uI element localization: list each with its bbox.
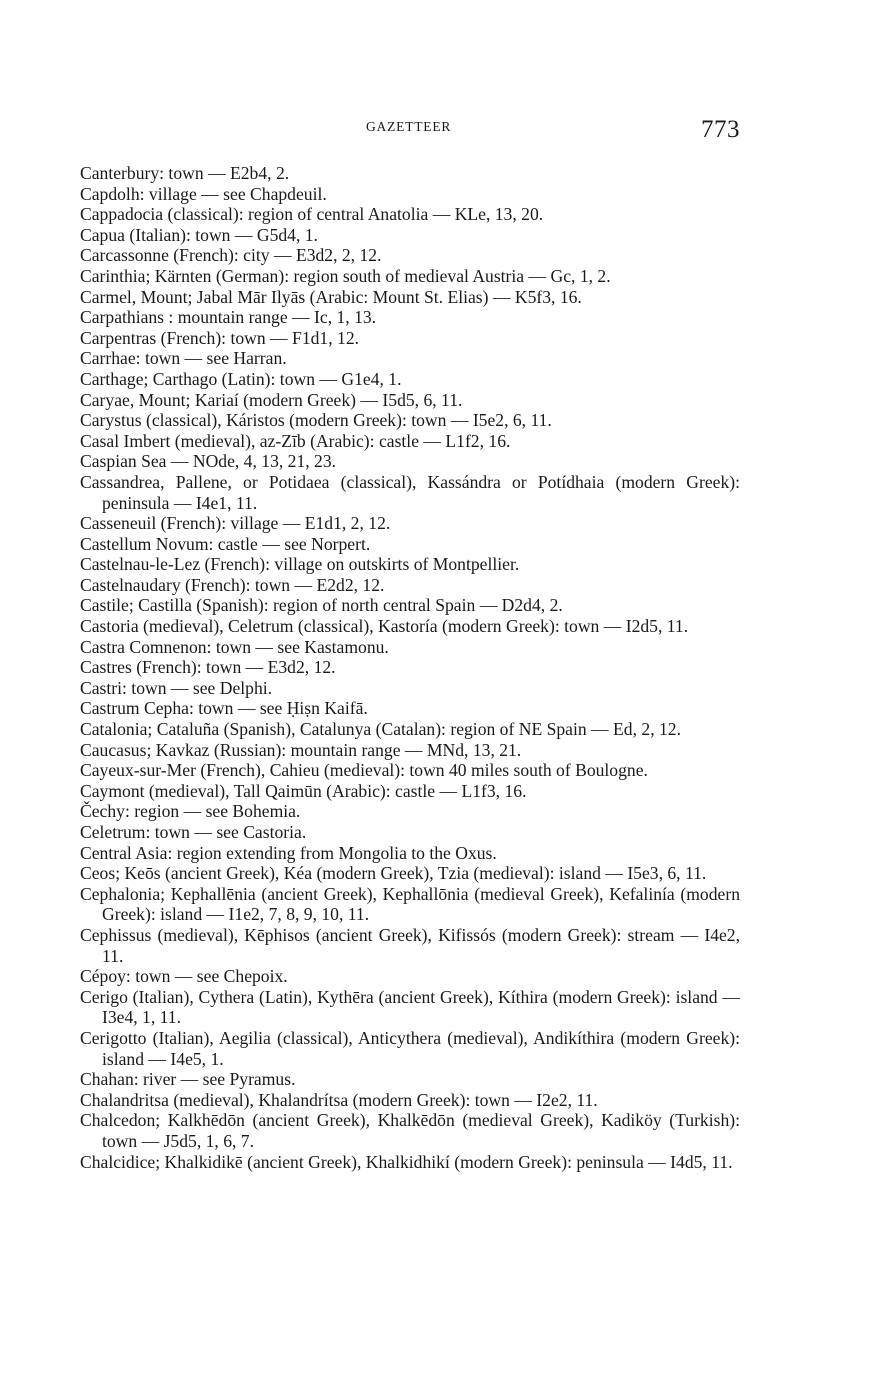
gazetteer-entry: Capua (Italian): town — G5d4, 1. xyxy=(80,224,318,245)
gazetteer-entry: Capdolh: village — see Chapdeuil. xyxy=(80,183,327,204)
gazetteer-entry: Cephissus (medieval), Kēphisos (ancient Greek), Kifissós (modern Greek): stream — I4e2, 11. xyxy=(80,924,740,966)
gazetteer-entry: Chalcedon; Kalkhēdōn (ancient Greek), Khalkēdōn (medieval Greek), Kadiköy (Turkish): town — J5d5, 1, 6, 7. xyxy=(80,1110,740,1151)
gazetteer-entry: Carinthia; Kärnten (German): region south of medieval Austria — Gc, 1, 2. xyxy=(80,265,611,286)
gazetteer-entry: Carmel, Mount; Jabal Mār Ilyās (Arabic: Mount St. Elias) — K5f3, 16. xyxy=(80,286,582,307)
gazetteer-entry: Castri: town — see Delphi. xyxy=(80,677,273,698)
gazetteer-entry: Cayeux-sur-Mer (French), Cahieu (medieval): town 40 miles south of Boulogne. xyxy=(80,760,648,781)
gazetteer-entry: Castelnaudary (French): town — E2d2, 12. xyxy=(80,574,385,595)
running-title: GAZETTEER xyxy=(366,119,452,134)
gazetteer-entry: Celetrum: town — see Castoria. xyxy=(80,822,307,842)
gazetteer-entry: Chalandritsa (medieval), Khalandrítsa (modern Greek): town — I2e2, 11. xyxy=(80,1089,598,1110)
running-head xyxy=(0,118,872,142)
gazetteer-entry-list xyxy=(80,163,740,1172)
gazetteer-entry: Castres (French): town — E3d2, 12. xyxy=(80,657,336,678)
gazetteer-entry: Canterbury: town — E2b4, 2. xyxy=(80,163,290,183)
gazetteer-entry: Cerigotto (Italian), Aegilia (classical), Anticythera (medieval), Andikíthira (modern Greek): island — I4e5, 1. xyxy=(80,1027,740,1069)
gazetteer-entry: Chahan: river — see Pyramus. xyxy=(80,1069,296,1090)
gazetteer-entry: Carpentras (French): town — F1d1, 12. xyxy=(80,327,360,348)
gazetteer-entry: Cassandrea, Pallene, or Potidaea (classical), Kassándra or Potídhaia (modern Greek): peninsula — I4e1, 11. xyxy=(80,471,740,513)
gazetteer-entry: Cépoy: town — see Chepoix. xyxy=(80,966,288,987)
gazetteer-entry: Cappadocia (classical): region of central Anatolia — KLe, 13, 20. xyxy=(80,204,544,225)
gazetteer-entry: Cephalonia; Kephallēnia (ancient Greek), Kephallōnia (medieval Greek), Kefalinía (modern Greek): island — I1e2, 7, 8, 9, 10, 11. xyxy=(80,883,740,925)
gazetteer-entry: Castoria (medieval), Celetrum (classical), Kastoría (modern Greek): town — I2d5, 11. xyxy=(80,616,689,637)
gazetteer-entry: Ceos; Keōs (ancient Greek), Kéa (modern Greek), Tzia (medieval): island — I5e3, 6, 11. xyxy=(80,863,707,884)
gazetteer-entry: Casseneuil (French): village — E1d1, 2, 12. xyxy=(80,513,391,534)
gazetteer-entry: Chalcidice; Khalkidikē (ancient Greek), Khalkidhikí (modern Greek): peninsula — I4d5, 11. xyxy=(80,1151,733,1172)
gazetteer-entry: Caspian Sea — NOde, 4, 13, 21, 23. xyxy=(80,451,337,472)
gazetteer-entry: Catalonia; Cataluña (Spanish), Catalunya (Catalan): region of NE Spain — Ed, 2, 12. xyxy=(80,719,681,740)
page-number: 773 xyxy=(701,116,740,143)
gazetteer-entry: Carcassonne (French): city — E3d2, 2, 12. xyxy=(80,245,382,266)
gazetteer-entry: Carpathians : mountain range — Ic, 1, 13. xyxy=(80,307,377,328)
gazetteer-entry: Caryae, Mount; Kariaí (modern Greek) — I5d5, 6, 11. xyxy=(80,389,463,410)
gazetteer-entry: Caymont (medieval), Tall Qaimūn (Arabic): castle — L1f3, 16. xyxy=(80,780,527,801)
gazetteer-entry: Caucasus; Kavkaz (Russian): mountain range — MNd, 13, 21. xyxy=(80,739,522,760)
gazetteer-entry: Castile; Castilla (Spanish): region of north central Spain — D2d4, 2. xyxy=(80,595,563,616)
gazetteer-entry: Carystus (classical), Káristos (modern Greek): town — I5e2, 6, 11. xyxy=(80,410,552,431)
gazetteer-entry: Central Asia: region extending from Mongolia to the Oxus. xyxy=(80,842,497,863)
gazetteer-entry: Castra Comnenon: town — see Kastamonu. xyxy=(80,636,389,657)
gazetteer-entry: Čechy: region — see Bohemia. xyxy=(80,801,301,822)
gazetteer-entry: Carrhae: town — see Harran. xyxy=(80,348,287,369)
gazetteer-entry: Castelnau-le-Lez (French): village on outskirts of Montpellier. xyxy=(80,554,520,575)
gazetteer-entry: Castellum Novum: castle — see Norpert. xyxy=(80,533,371,554)
gazetteer-entry: Casal Imbert (medieval), az-Zīb (Arabic): castle — L1f2, 16. xyxy=(80,430,511,451)
gazetteer-entry: Cerigo (Italian), Cythera (Latin), Kythēra (ancient Greek), Kíthira (modern Greek): island — I3e4, 1, 11. xyxy=(80,986,740,1028)
gazetteer-entry: Carthage; Carthago (Latin): town — G1e4, 1. xyxy=(80,368,402,389)
gazetteer-entry: Castrum Cepha: town — see Ḥiṣn Kaifā. xyxy=(80,698,368,719)
